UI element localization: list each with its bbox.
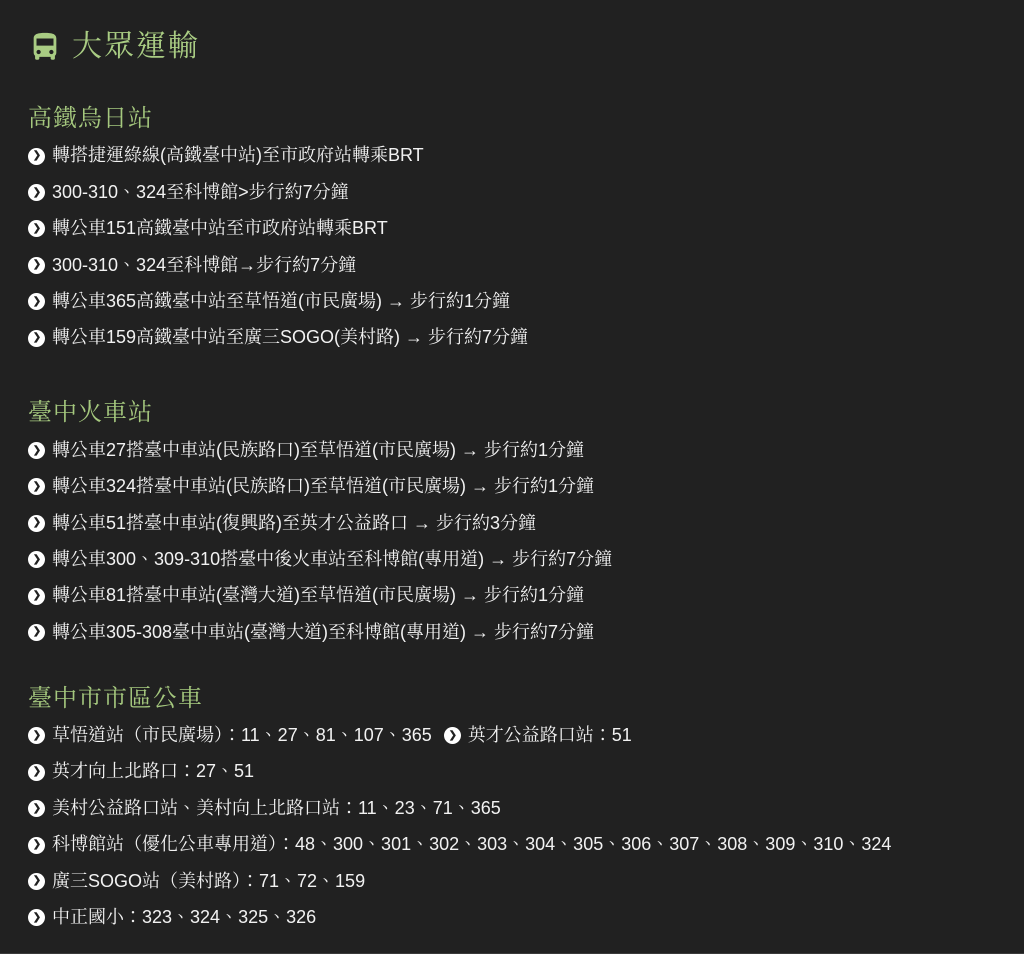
transit-entry bbox=[28, 549, 612, 571]
chevron-circle-icon: ❯ bbox=[28, 909, 45, 926]
transit-row bbox=[28, 578, 1000, 614]
bus-stop-entry-text: 科博館站（優化公車專用道）：48、300、301、302、303、304、305、306、307、308、309、310、324 bbox=[52, 834, 892, 855]
section-title-hsr-wuri: 高鐵烏日站 bbox=[28, 105, 153, 132]
transit-row bbox=[28, 614, 1000, 650]
bus-stop-row bbox=[28, 863, 1000, 899]
transit-entry-text: 轉公車27搭臺中車站(民族路口)至草悟道(市民廣場) → 步行約1分鐘 bbox=[52, 439, 585, 460]
chevron-circle-icon: ❯ bbox=[444, 727, 461, 744]
bus-stop-entry-text: 草悟道站（市民廣場）：11、27、81、107、365 bbox=[52, 725, 432, 746]
transit-row bbox=[28, 284, 1000, 320]
chevron-circle-icon: ❯ bbox=[28, 727, 45, 744]
transit-row bbox=[28, 138, 1000, 174]
chevron-circle-icon: ❯ bbox=[28, 184, 45, 201]
chevron-circle-icon: ❯ bbox=[28, 515, 45, 532]
bus-icon bbox=[28, 30, 62, 64]
transit-row bbox=[28, 542, 1000, 578]
transit-list bbox=[28, 138, 1000, 356]
transit-entry-text: 轉公車51搭臺中車站(復興路)至英才公益路口 → 步行約3分鐘 bbox=[52, 512, 537, 533]
transit-entry-text: 轉公車305-308臺中車站(臺灣大道)至科博館(專用道) → 步行約7分鐘 bbox=[52, 621, 595, 642]
section-hsr-wuri-station bbox=[28, 104, 1000, 356]
chevron-circle-icon: ❯ bbox=[28, 293, 45, 310]
bus-stop-entry-text: 廣三SOGO站（美村路）：71、72、159 bbox=[52, 870, 366, 891]
transit-entry bbox=[28, 513, 536, 535]
bus-stop-entry bbox=[28, 725, 432, 747]
transit-entry bbox=[28, 145, 424, 167]
bus-stop-entry-text: 美村公益路口站、美村向上北路口站：11、23、71、365 bbox=[52, 797, 501, 818]
section-title-taichung-train: 臺中火車站 bbox=[28, 399, 153, 427]
page-header bbox=[28, 28, 1000, 66]
bus-stop-row bbox=[28, 754, 1000, 790]
chevron-circle-icon: ❯ bbox=[28, 148, 45, 165]
chevron-circle-icon: ❯ bbox=[28, 220, 45, 237]
page-title: 大眾運輸 bbox=[72, 30, 200, 63]
transit-entry-text: 轉公車159高鐵臺中站至廣三SOGO(美村路) → 步行約7分鐘 bbox=[52, 327, 529, 348]
bus-stop-entry bbox=[28, 834, 891, 856]
transit-entry-text: 300-310、324至科博館>步行約7分鐘 bbox=[52, 181, 349, 202]
transit-entry bbox=[28, 255, 356, 277]
chevron-circle-icon: ❯ bbox=[28, 837, 45, 854]
bus-stop-entry-text: 中正國小：323、324、325、326 bbox=[52, 907, 317, 928]
chevron-circle-icon: ❯ bbox=[28, 330, 45, 347]
bus-stop-entry bbox=[28, 761, 254, 783]
transit-entry bbox=[28, 182, 349, 204]
chevron-circle-icon: ❯ bbox=[28, 624, 45, 641]
transit-entry bbox=[28, 476, 594, 498]
chevron-circle-icon: ❯ bbox=[28, 257, 45, 274]
chevron-circle-icon: ❯ bbox=[28, 551, 45, 568]
transit-entry-text: 轉公車300、309-310搭臺中後火車站至科博館(專用道) → 步行約7分鐘 bbox=[52, 548, 613, 569]
bus-stop-entry-text: 英才公益路口站：51 bbox=[467, 725, 632, 746]
chevron-circle-icon: ❯ bbox=[28, 800, 45, 817]
bus-stop-entry-text: 英才向上北路口：27、51 bbox=[52, 761, 255, 782]
transit-entry-text: 轉公車81搭臺中車站(臺灣大道)至草悟道(市民廣場) → 步行約1分鐘 bbox=[52, 585, 585, 606]
transit-row bbox=[28, 174, 1000, 210]
transit-entry-text: 轉公車324搭臺中車站(民族路口)至草悟道(市民廣場) → 步行約1分鐘 bbox=[52, 476, 595, 497]
chevron-circle-icon: ❯ bbox=[28, 764, 45, 781]
chevron-circle-icon: ❯ bbox=[28, 873, 45, 890]
section-title-city-bus: 臺中市市區公車 bbox=[28, 684, 203, 712]
transit-entry-text: 轉搭捷運綠線(高鐵臺中站)至市政府站轉乘BRT bbox=[52, 145, 424, 166]
bus-stop-entry bbox=[28, 798, 501, 820]
chevron-circle-icon: ❯ bbox=[28, 478, 45, 495]
bus-stop-row bbox=[28, 790, 1000, 826]
section-taichung-train-station bbox=[28, 398, 1000, 650]
transit-entry-text: 轉公車365高鐵臺中站至草悟道(市民廣場) → 步行約1分鐘 bbox=[52, 290, 511, 311]
transit-entry-text: 轉公車151高鐵臺中站至市政府站轉乘BRT bbox=[52, 218, 388, 239]
transit-entry bbox=[28, 440, 584, 462]
transit-row bbox=[28, 211, 1000, 247]
bus-stop-row bbox=[28, 718, 1000, 754]
bus-stop-row bbox=[28, 900, 1000, 936]
bus-stop-row bbox=[28, 827, 1000, 863]
transit-entry bbox=[28, 585, 584, 607]
section-taichung-city-bus bbox=[28, 684, 1000, 936]
transit-row bbox=[28, 432, 1000, 468]
bus-stop-entry bbox=[444, 725, 632, 747]
chevron-circle-icon: ❯ bbox=[28, 588, 45, 605]
transit-entry bbox=[28, 327, 528, 349]
chevron-circle-icon: ❯ bbox=[28, 442, 45, 459]
transit-entry bbox=[28, 622, 594, 644]
transit-entry-text: 300-310、324至科博館→步行約7分鐘 bbox=[52, 254, 357, 275]
transit-row bbox=[28, 320, 1000, 356]
bus-stop-entry bbox=[28, 871, 365, 893]
transit-entry bbox=[28, 291, 510, 313]
bus-stop-entry bbox=[28, 907, 316, 929]
bus-stop-list bbox=[28, 718, 1000, 936]
transit-row bbox=[28, 505, 1000, 541]
transit-entry bbox=[28, 218, 388, 240]
transit-row bbox=[28, 469, 1000, 505]
transit-row bbox=[28, 247, 1000, 283]
transit-list bbox=[28, 432, 1000, 650]
